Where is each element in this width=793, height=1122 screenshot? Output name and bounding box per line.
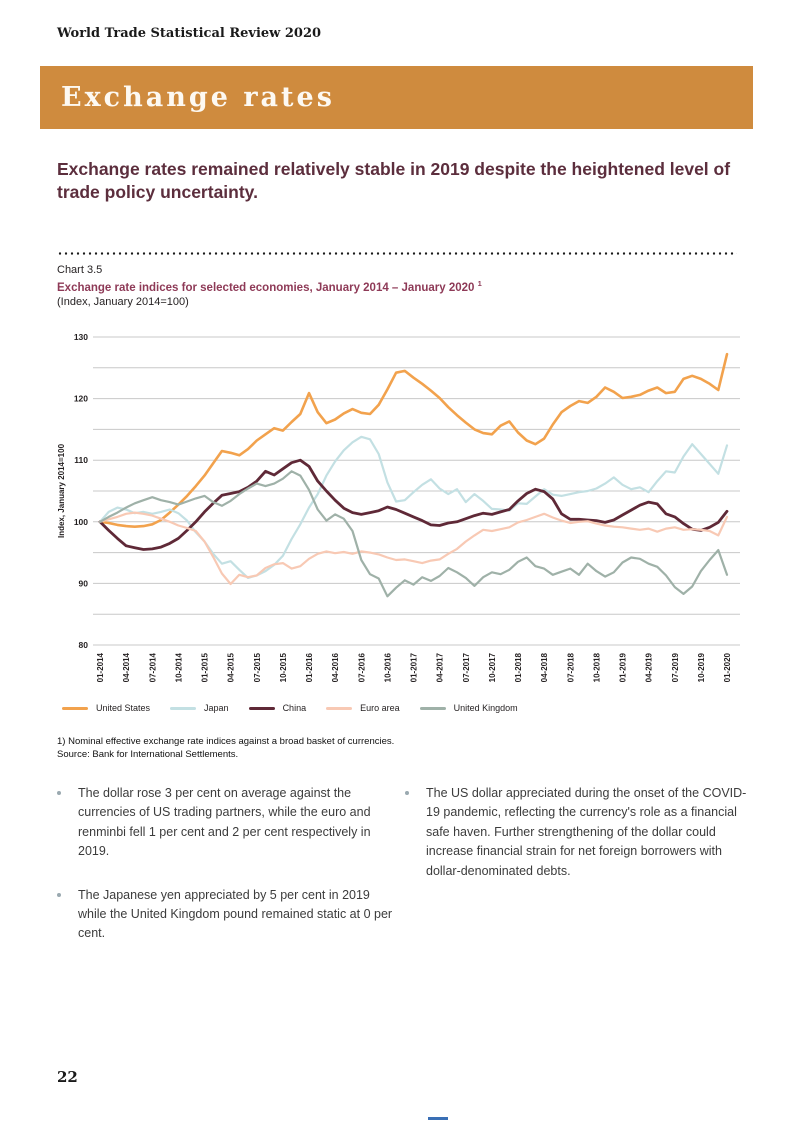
- legend-item-china: [249, 703, 307, 713]
- svg-text:10-2014: 10-2014: [174, 653, 184, 683]
- document-header: World Trade Statistical Review 2020: [57, 26, 322, 41]
- bullet-icon: [57, 893, 61, 897]
- svg-text:10-2017: 10-2017: [487, 653, 497, 683]
- svg-text:04-2018: 04-2018: [540, 653, 550, 683]
- svg-text:01-2019: 01-2019: [618, 653, 628, 683]
- bullet-column-right: [405, 784, 757, 905]
- legend-label: China: [282, 703, 307, 713]
- bullet-item: [57, 886, 393, 944]
- section-banner: [40, 66, 753, 129]
- svg-text:07-2016: 07-2016: [357, 653, 367, 683]
- chart-legend: [62, 703, 518, 713]
- china-line-swatch: [249, 707, 275, 710]
- svg-text:120: 120: [73, 393, 88, 404]
- bullet-item: [57, 784, 393, 862]
- svg-text:90: 90: [78, 578, 88, 589]
- svg-text:01-2016: 01-2016: [305, 653, 314, 683]
- svg-text:07-2019: 07-2019: [670, 653, 680, 683]
- svg-text:110: 110: [74, 455, 88, 466]
- legend-label: Japan: [204, 703, 229, 713]
- svg-text:01-2015: 01-2015: [200, 653, 210, 683]
- legend-item-euro-area: [326, 703, 400, 713]
- svg-text:10-2018: 10-2018: [592, 653, 602, 683]
- svg-text:130: 130: [73, 332, 88, 342]
- intro-statement: Exchange rates remained relatively stable in 2019 despite the heightened level of trade policy uncertainty.: [57, 159, 731, 203]
- svg-text:04-2019: 04-2019: [644, 653, 654, 683]
- page-edge-mark: [428, 1117, 448, 1120]
- svg-text:07-2017: 07-2017: [461, 653, 471, 683]
- chart-footnotes: [57, 735, 394, 761]
- svg-text:Index, January 2014=100: Index, January 2014=100: [57, 443, 66, 539]
- united-kingdom-line-swatch: [420, 707, 446, 710]
- svg-text:04-2014: 04-2014: [122, 653, 132, 683]
- chart-title-text: Exchange rate indices for selected economies, January 2014 – January 2020: [57, 281, 475, 294]
- bullet-text: The dollar rose 3 per cent on average against the currencies of US trading partners, while the euro and renminbi fell 1 per cent and 2 per cent respectively in 2019.: [78, 786, 371, 859]
- bullet-text: The US dollar appreciated during the onset of the COVID-19 pandemic, reflecting the currency's role as a financial safe haven. Further strengthening of the dollar could increase financial strain for net foreign borrowers with dollar-denominated debts.: [426, 786, 747, 878]
- chart-number-label: Chart 3.5: [57, 264, 103, 276]
- section-title: Exchange rates: [61, 82, 335, 113]
- svg-text:80: 80: [78, 640, 88, 650]
- bullet-icon: [405, 791, 409, 795]
- footnote-source: Source: Bank for International Settlements.: [57, 749, 239, 760]
- svg-text:04-2017: 04-2017: [435, 653, 445, 683]
- legend-item-united-kingdom: [420, 703, 518, 713]
- bullet-icon: [57, 791, 61, 795]
- united-states-line-swatch: [62, 707, 88, 710]
- legend-label: United States: [96, 703, 151, 713]
- page-number: 22: [57, 1068, 78, 1086]
- svg-text:10-2016: 10-2016: [383, 653, 393, 683]
- dotted-separator: [57, 252, 737, 255]
- footnote-1: 1) Nominal effective exchange rate indices against a broad basket of currencies.: [57, 736, 395, 747]
- japan-line-swatch: [170, 707, 196, 710]
- chart-header-block: [57, 252, 737, 308]
- svg-text:07-2018: 07-2018: [566, 653, 576, 683]
- line-chart: [0, 325, 793, 700]
- legend-label: United Kingdom: [453, 703, 518, 713]
- svg-text:07-2015: 07-2015: [252, 653, 262, 683]
- svg-text:01-2017: 01-2017: [409, 653, 419, 683]
- bullet-text: The Japanese yen appreciated by 5 per cent in 2019 while the United Kingdom pound remained static at 0 per cent.: [78, 887, 393, 941]
- legend-item-japan: [170, 703, 229, 713]
- chart-title: [57, 279, 737, 294]
- svg-text:01-2020: 01-2020: [723, 653, 732, 683]
- legend-label: Euro area: [360, 703, 400, 713]
- svg-text:07-2014: 07-2014: [148, 653, 158, 683]
- svg-text:10-2015: 10-2015: [278, 653, 288, 683]
- svg-text:04-2015: 04-2015: [226, 653, 236, 683]
- svg-text:10-2019: 10-2019: [696, 653, 706, 683]
- svg-text:100: 100: [73, 516, 88, 527]
- svg-text:04-2016: 04-2016: [331, 653, 341, 683]
- bullet-column-left: [57, 784, 393, 968]
- euro-area-line-swatch: [326, 707, 352, 710]
- svg-text:01-2014: 01-2014: [96, 653, 105, 683]
- bullet-item: [405, 784, 757, 881]
- legend-item-united-states: [62, 703, 150, 713]
- svg-text:01-2018: 01-2018: [514, 653, 523, 683]
- chart-title-footnote-marker: 1: [477, 279, 482, 288]
- chart-subtitle: (Index, January 2014=100): [57, 295, 189, 308]
